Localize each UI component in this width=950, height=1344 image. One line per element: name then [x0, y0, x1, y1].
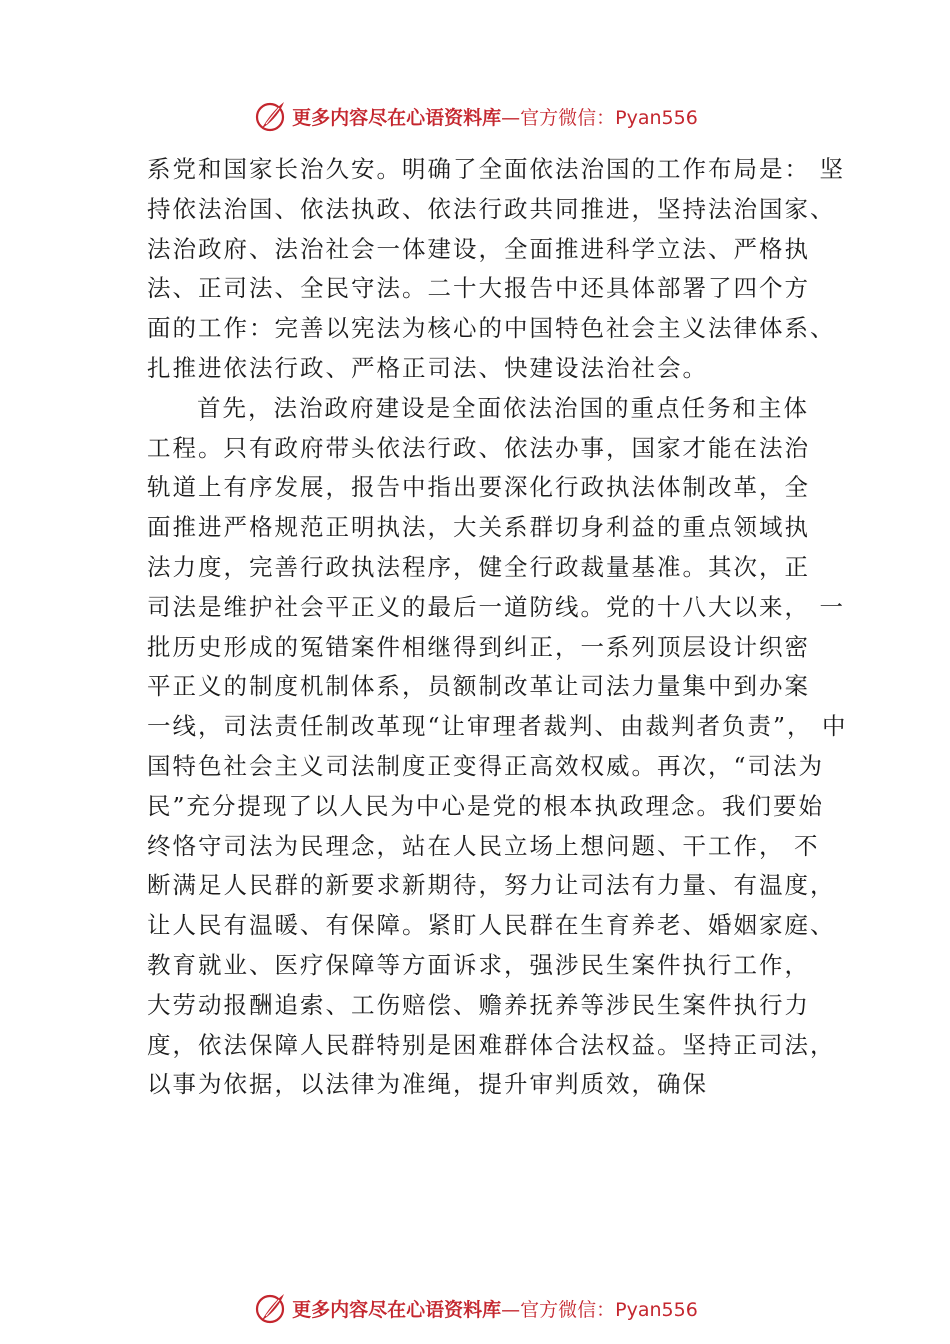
- text-line: 以事为依据，以法律为准绳，提升审判质效，确保: [147, 1070, 708, 1099]
- text-line: 教育就业、医疗保障等方面诉求，强涉民生案件执行工作，: [147, 950, 810, 979]
- text-line: 法治政府、法治社会一体建设，全面推进科学立法、严格执: [147, 234, 810, 263]
- header-banner: [0, 96, 950, 136]
- header-title-left: 更多内容尽在心语资料库: [292, 106, 502, 129]
- text-line: 民”充分提现了以人民为中心是党的根本执政理念。我们要始: [147, 791, 825, 820]
- text-line: 终恪守司法为民理念，站在人民立场上想问题、干工作， 不: [147, 831, 820, 860]
- text-line: 系党和国家长治久安。明确了全面依法治国的工作布局是： 坚: [147, 155, 845, 183]
- text-line: 度，依法保障人民群特别是困难群体合法权益。坚持正司法，: [147, 1030, 836, 1059]
- text-line: 持依法治国、依法执政、依法行政共同推进，坚持法治国家、: [147, 194, 836, 223]
- text-line: 断满足人民群的新要求新期待，努力让司法有力量、有温度，: [147, 871, 836, 900]
- footer-banner: [0, 1288, 950, 1328]
- text-line: 扎推进依法行政、严格正司法、快建设法治社会。: [147, 353, 708, 382]
- text-line: 法、正司法、全民守法。二十大报告中还具体部署了四个方: [147, 274, 810, 303]
- document-body: [147, 150, 848, 1105]
- text-line: 面推进严格规范正明执法，大关系群切身利益的重点领域执: [147, 513, 810, 542]
- paragraph-start-line: 首先，法治政府建设是全面依法治国的重点任务和主体: [197, 393, 809, 422]
- text-line: 平正义的制度机制体系，员额制改革让司法力量集中到办案: [147, 672, 810, 701]
- text-line: 一线，司法责任制改革现“让审理者裁判、由裁判者负责”， 中: [147, 712, 848, 741]
- text-line: 大劳动报酬追索、工伤赔偿、赡养抚养等涉民生案件执行力: [147, 990, 810, 1019]
- text-line: 国特色社会主义司法制度正变得正高效权威。再次，“司法为: [147, 751, 825, 780]
- text-line: 批历史形成的冤错案件相继得到纠正，一系列顶层设计织密: [147, 632, 810, 661]
- quill-logo-icon: [252, 1290, 288, 1326]
- footer-title-right: —官方微信：Pyan556: [501, 1298, 698, 1321]
- text-line: 法力度，完善行政执法程序，健全行政裁量基准。其次，正: [147, 552, 810, 581]
- text-line: 轨道上有序发展，报告中指出要深化行政执法体制改革，全: [147, 473, 810, 502]
- text-line: 工程。只有政府带头依法行政、依法办事，国家才能在法治: [147, 433, 810, 462]
- footer-title-left: 更多内容尽在心语资料库: [292, 1298, 502, 1321]
- text-line: 司法是维护社会平正义的最后一道防线。党的十八大以来， 一: [147, 592, 845, 621]
- text-line: 面的工作：完善以宪法为核心的中国特色社会主义法律体系、: [147, 314, 836, 343]
- header-title-right: —官方微信：Pyan556: [501, 106, 698, 129]
- quill-logo-icon: [252, 98, 288, 134]
- text-line: 让人民有温暖、有保障。紧盯人民群在生育养老、婚姻家庭、: [147, 911, 836, 940]
